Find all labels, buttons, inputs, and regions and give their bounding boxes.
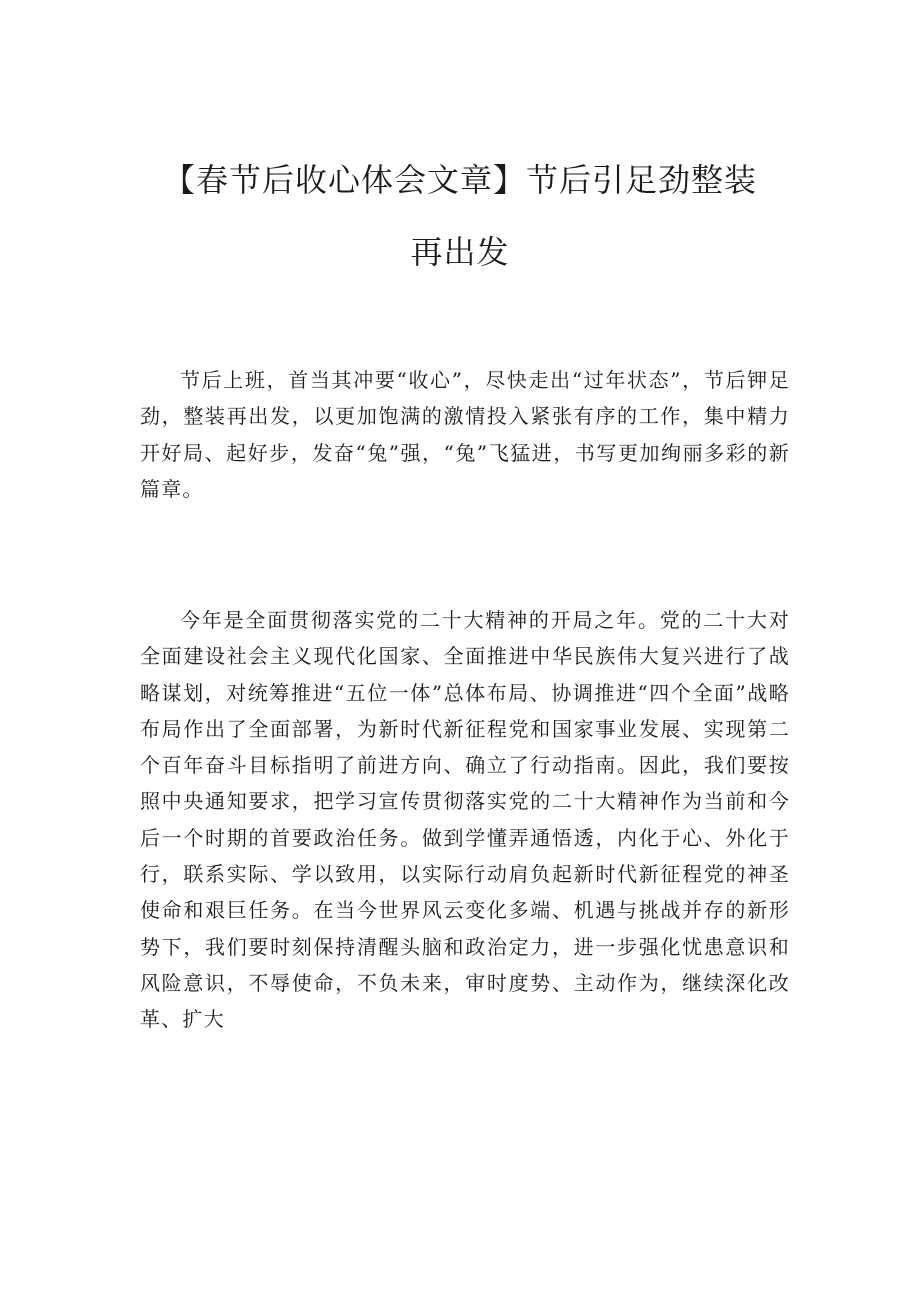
document-title-continued: 再出发 (410, 233, 510, 271)
document-title: 【春节后收心体会文章】节后引足劲整装 (162, 161, 757, 199)
body-paragraph-1: 节后上班，首当其冲要“收心”，尽快走出“过年状态”，节后钾足劲，整装再出发，以更加饱满的激情投入紧张有序的工作，集中精力开好局、起好步，发奋“兔”强，“兔”飞猛进，书写更加绚丽多彩的新篇章。 (140, 368, 790, 501)
body-paragraph-2: 今年是全面贯彻落实党的二十大精神的开局之年。党的二十大对全面建设社会主义现代化国家、全面推进中华民族伟大复兴进行了战略谋划，对统筹推进“五位一体”总体布局、协调推进“四个全面”战略布局作出了全面部署，为新时代新征程党和国家事业发展、实现第二个百年奋斗目标指明了前进方向、确立了行动指南。因此，我们要按照中央通知要求，把学习宣传贯彻落实党的二十大精神作为当前和今后一个时期的首要政治任务。做到学懂弄通悟透，内化于心、外化于行，联系实际、学以致用，以实际行动肩负起新时代新征程党的神圣使命和艰巨任务。在当今世界风云变化多端、机遇与挑战并存的新形势下，我们要时刻保持清醒头脑和政治定力，进一步强化忧患意识和风险意识，不辱使命，不负未来，审时度势、主动作为，继续深化改革、扩大 (140, 608, 790, 1032)
